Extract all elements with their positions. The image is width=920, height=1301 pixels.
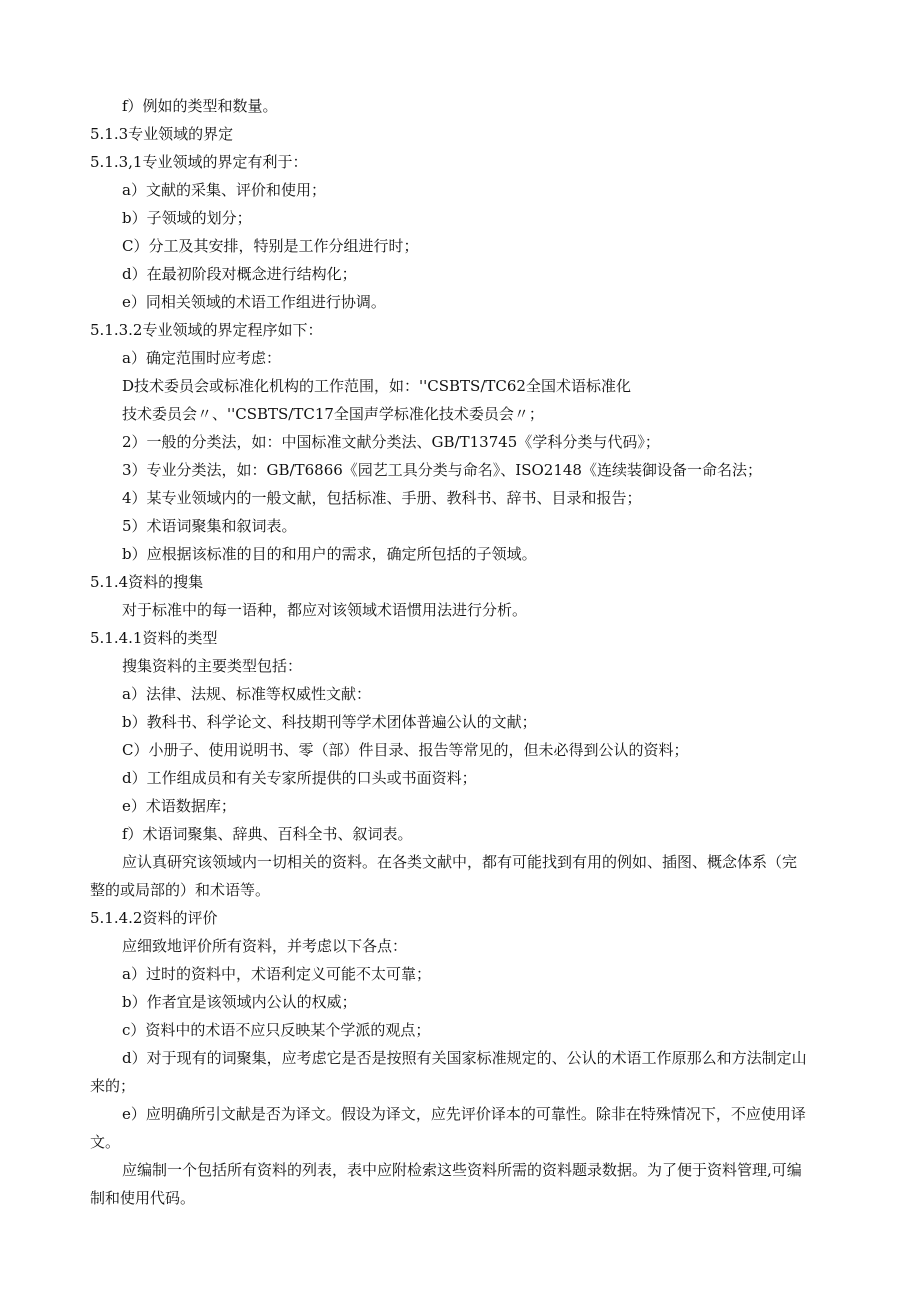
list-item-e: e）同相关领域的术语工作组进行协调。	[122, 293, 386, 311]
paragraph: 应细致地评价所有资料，并考虑以下各点：	[122, 937, 408, 955]
sub-item-4: 4）某专业领域内的一般文献，包括标准、手册、教科书、辞书、目录和报告；	[122, 489, 642, 507]
subsection-heading-5-1-4-1: 5.1.4.1资料的类型	[90, 629, 218, 647]
sub-item-2: 2）一般的分类法，如：中国标准文献分类法、GB/T13745《学科分类与代码》；	[122, 433, 660, 451]
list-item-f: f）术语词聚集、辞典、百科全书、叙词表。	[122, 825, 413, 843]
list-item-a: a）过时的资料中，术语利定义可能不太可靠；	[122, 965, 431, 983]
paragraph: 应认真研究该领域内一切相关的资料。在各类文献中，都有可能找到有用的例如、插图、概念体系（完	[122, 853, 798, 871]
list-item-e: e）应明确所引文献是否为译文。假设为译文，应先评价译本的可靠性。除非在特殊情况下，不应使用译	[122, 1105, 806, 1123]
sub-item-1-continued: 技术委员会〃、''CSBTS/TC17全国声学标准化技术委员会〃；	[122, 405, 544, 423]
list-item-a: a）法律、法规、标准等权威性文献：	[122, 685, 371, 703]
list-item-d: d）对于现有的词聚集，应考虑它是否是按照有关国家标准规定的、公认的术语工作原那么和方法制定山	[122, 1049, 807, 1067]
list-item-c: c）资料中的术语不应只反映某个学派的观点；	[122, 1021, 431, 1039]
list-item-e-continued: 文。	[90, 1133, 121, 1151]
paragraph: 应编制一个包括所有资料的列表，表中应附检索这些资料所需的资料题录数据。为了便于资料管理,可编	[122, 1161, 802, 1179]
subsection-heading-5-1-4-2: 5.1.4.2资料的评价	[90, 909, 218, 927]
list-item-b: b）教科书、科学论文、科技期刊等学术团体普遍公认的文献；	[122, 713, 537, 731]
list-item-d: d）工作组成员和有关专家所提供的口头或书面资料；	[122, 769, 477, 787]
sub-item-1: D技术委员会或标准化机构的工作范围，如：''CSBTS/TC62全国术语标准化	[122, 377, 631, 395]
list-item-a: a）文献的采集、评价和使用；	[122, 181, 326, 199]
list-item-d: d）在最初阶段对概念进行结构化；	[122, 265, 357, 283]
paragraph-continued: 整的或局部的）和术语等。	[90, 881, 271, 899]
list-item-a: a）确定范围时应考虑：	[122, 349, 281, 367]
paragraph: 对于标准中的每一语种，都应对该领域术语惯用法进行分析。	[122, 601, 528, 619]
section-heading-5-1-3: 5.1.3专业领域的界定	[90, 125, 234, 143]
list-item-b: b）应根据该标准的目的和用户的需求，确定所包括的子领域。	[122, 545, 537, 563]
list-item-c: C）小册子、使用说明书、零（部）件目录、报告等常见的，但未必得到公认的资料；	[122, 741, 689, 759]
list-item-e: e）术语数据库；	[122, 797, 236, 815]
list-item-b: b）子领域的划分；	[122, 209, 252, 227]
subsection-heading-5-1-3-2: 5.1.3.2专业领域的界定程序如下：	[90, 321, 323, 339]
list-item-f: f）例如的类型和数量。	[122, 97, 278, 115]
paragraph: 搜集资料的主要类型包括：	[122, 657, 303, 675]
sub-item-5: 5）术语词聚集和叙词表。	[122, 517, 297, 535]
list-item-c: C）分工及其安排，特别是工作分组进行时；	[122, 237, 419, 255]
paragraph-continued: 制和使用代码。	[90, 1189, 196, 1207]
subsection-heading-5-1-3-1: 5.1.3,1专业领域的界定有利于：	[90, 153, 308, 171]
list-item-b: b）作者宜是该领域内公认的权威；	[122, 993, 357, 1011]
section-heading-5-1-4: 5.1.4资料的搜集	[90, 573, 204, 591]
sub-item-3: 3）专业分类法，如：GB/T6866《园艺工具分类与命名》、ISO2148《连续装御设备一命名法；	[122, 461, 762, 479]
list-item-d-continued: 来的；	[90, 1077, 136, 1095]
